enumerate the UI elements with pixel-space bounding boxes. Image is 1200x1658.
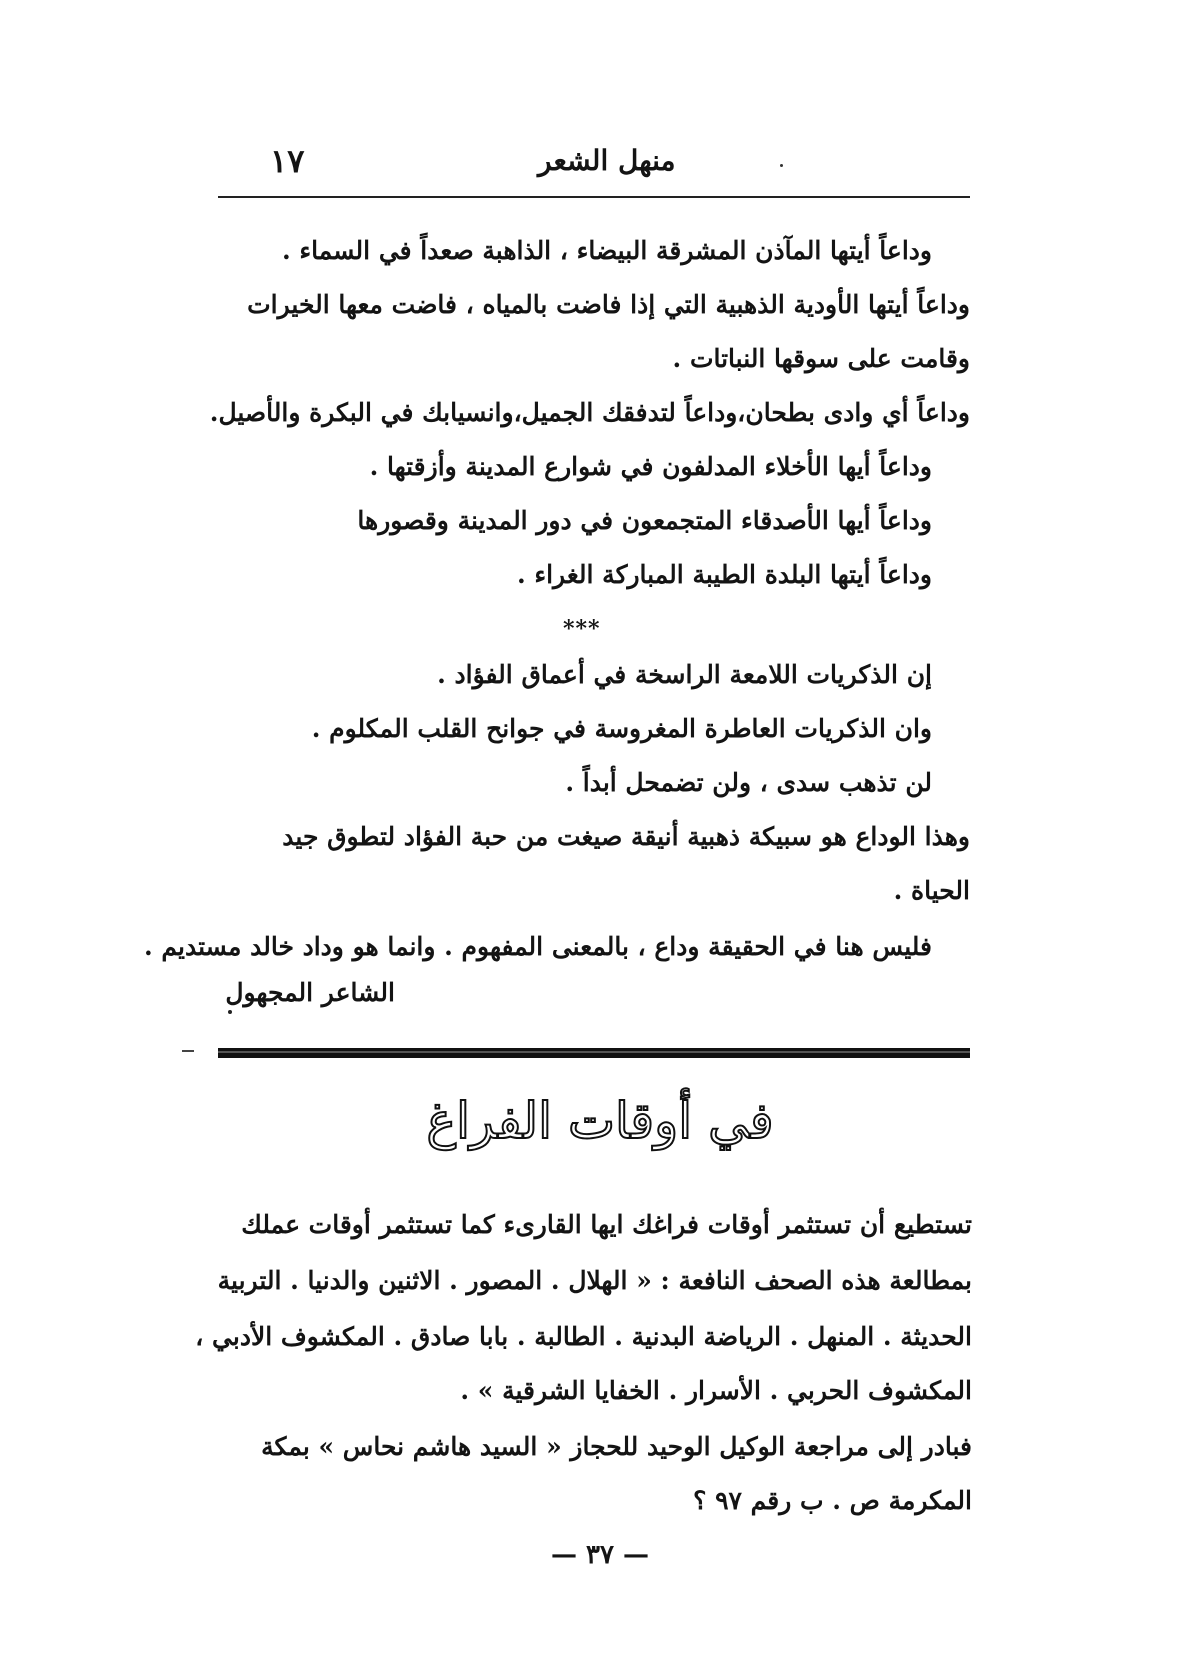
section-divider bbox=[218, 1048, 970, 1058]
farewell-line: وقامت على سوقها النباتات . bbox=[672, 344, 970, 373]
farewell-line: وداعاً أيها الأخلاء المدلفون في شوارع المدينة وأزقتها . bbox=[369, 452, 932, 481]
farewell-line: وداعاً أيتها المآذن المشرقة البيضاء ، الذاهبة صعداً في السماء . bbox=[282, 236, 932, 265]
paragraph-line: تستطيع أن تستثمر أوقات فراغك ايها القارىء كما تستثمر أوقات عملك bbox=[241, 1210, 972, 1239]
farewell-line: وداعاً أيتها البلدة الطيبة المباركة الغراء . bbox=[516, 560, 932, 589]
closing-line: فليس هنا في الحقيقة وداع ، بالمعنى المفهوم . وانما هو وداد خالد مستديم . bbox=[144, 932, 932, 961]
paragraph-line: المكشوف الحربي . الأسرار . الخفايا الشرقية » . bbox=[460, 1376, 972, 1405]
author-signature: الشاعر المجهول bbox=[225, 978, 395, 1007]
section-title: في أوقات الفراغ bbox=[426, 1092, 774, 1150]
header-page-number: ١٧ bbox=[270, 142, 305, 180]
farewell-line: وداعاً أي وادى بطحان،وداعاً لتدفقك الجميل،وانسيابك في البكرة والأصيل. bbox=[209, 398, 970, 427]
closing-line: لن تذهب سدى ، ولن تضمحل أبداً . bbox=[565, 768, 932, 797]
section-separator: *** bbox=[563, 616, 601, 642]
closing-line: وهذا الوداع هو سبيكة ذهبية أنيقة صيغت من حبة الفؤاد لتطوق جيد bbox=[282, 822, 970, 851]
farewell-line: وداعاً أيتها الأودية الذهبية التي إذا فاضت بالمياه ، فاضت معها الخيرات bbox=[247, 290, 970, 319]
closing-line: وان الذكريات العاطرة المغروسة في جوانح القلب المكلوم . bbox=[311, 714, 932, 743]
margin-mark bbox=[182, 1050, 194, 1052]
farewell-line: وداعاً أيها الأصدقاء المتجمعون في دور المدينة وقصورها bbox=[357, 506, 932, 535]
header-rule bbox=[218, 196, 970, 198]
closing-line: الحياة . bbox=[893, 876, 970, 905]
paragraph-line: الحديثة . المنهل . الرياضة البدنية . الطالبة . بابا صادق . المكشوف الأدبي ، bbox=[195, 1322, 972, 1351]
page-header bbox=[218, 140, 970, 184]
agent-line: المكرمة ص . ب رقم ٩٧ ؟ bbox=[693, 1486, 972, 1515]
paragraph-line: بمطالعة هذه الصحف النافعة : « الهلال . المصور . الاثنين والدنيا . التربية bbox=[217, 1266, 972, 1295]
agent-line: فبادر إلى مراجعة الوكيل الوحيد للحجاز « السيد هاشم نحاس » بمكة bbox=[261, 1432, 972, 1461]
closing-line: إن الذكريات اللامعة الراسخة في أعماق الفؤاد . bbox=[437, 660, 932, 689]
running-title: منهل الشعر bbox=[538, 144, 676, 177]
header-dot bbox=[780, 164, 783, 167]
signature-dot bbox=[228, 1010, 232, 1014]
footer-page-number: — ٣٧ — bbox=[550, 1540, 650, 1570]
